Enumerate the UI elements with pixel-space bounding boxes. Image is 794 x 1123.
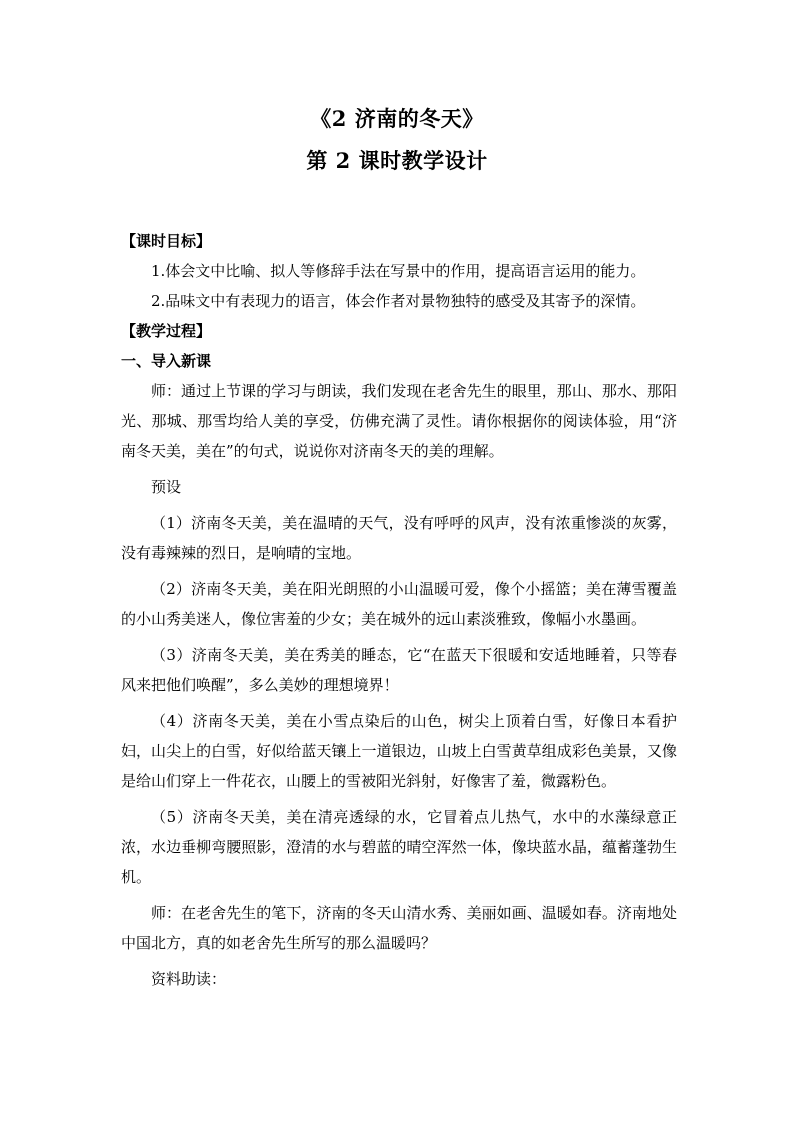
section-heading: 一、导入新课 — [121, 352, 212, 370]
teacher-question-paragraph: 师：在老舍先生的笔下，济南的冬天山清水秀、美丽如画、温暖如春。济南地处中国北方，真的如老舍先生所写的那么温暖吗？ — [121, 904, 677, 952]
material-label: 资料助读： — [151, 970, 227, 988]
preset-item: （1）济南冬天美，美在温晴的天气，没有呼呼的风声，没有浓重惨淡的灰雾，没有毒辣辣的烈日，是响晴的宝地。 — [121, 514, 677, 562]
document-subtitle: 第 2 课时教学设计 — [306, 148, 488, 173]
preset-item: （5）济南冬天美，美在清亮透绿的水，它冒着点儿热气，水中的水藻绿意正浓，水边垂柳弯腰照影，澄清的水与碧蓝的晴空浑然一体，像块蓝水晶，蕴蓄蓬勃生机。 — [121, 808, 677, 886]
document-title: 《2 济南的冬天》 — [310, 106, 484, 131]
preset-item: （2）济南冬天美，美在阳光朗照的小山温暖可爱，像个小摇篮；美在薄雪覆盖的小山秀美迷人，像位害羞的少女；美在城外的远山素淡雅致，像幅小水墨画。 — [121, 580, 677, 628]
preset-item: （3）济南冬天美，美在秀美的睡态，它“在蓝天下很暖和安适地睡着，只等春风来把他们唤醒”，多么美妙的理想境界！ — [121, 646, 677, 694]
objectives-heading: 【课时目标】 — [121, 232, 212, 250]
process-heading: 【教学过程】 — [121, 322, 212, 340]
preset-label: 预设 — [151, 478, 182, 496]
objective-item: 2.品味文中有表现力的语言，体会作者对景物独特的感受及其寄予的深情。 — [151, 292, 646, 310]
document-body — [121, 226, 677, 994]
preset-item: （4）济南冬天美，美在小雪点染后的山色，树尖上顶着白雪，好像日本看护妇，山尖上的白雪，好似给蓝天镶上一道银边，山坡上白雪黄草组成彩色美景，又像是给山们穿上一件花衣，山腰上的雪被阳光斜射，好像害了羞，微露粉色。 — [121, 712, 677, 790]
objective-item: 1.体会文中比喻、拟人等修辞手法在写景中的作用，提高语言运用的能力。 — [151, 262, 646, 280]
teacher-intro-paragraph: 师：通过上节课的学习与朗读，我们发现在老舍先生的眼里，那山、那水、那阳光、那城、那雪均给人美的享受，仿佛充满了灵性。请你根据你的阅读体验，用“济南冬天美，美在”的句式，说说你对济南冬天的美的理解。 — [121, 382, 677, 460]
